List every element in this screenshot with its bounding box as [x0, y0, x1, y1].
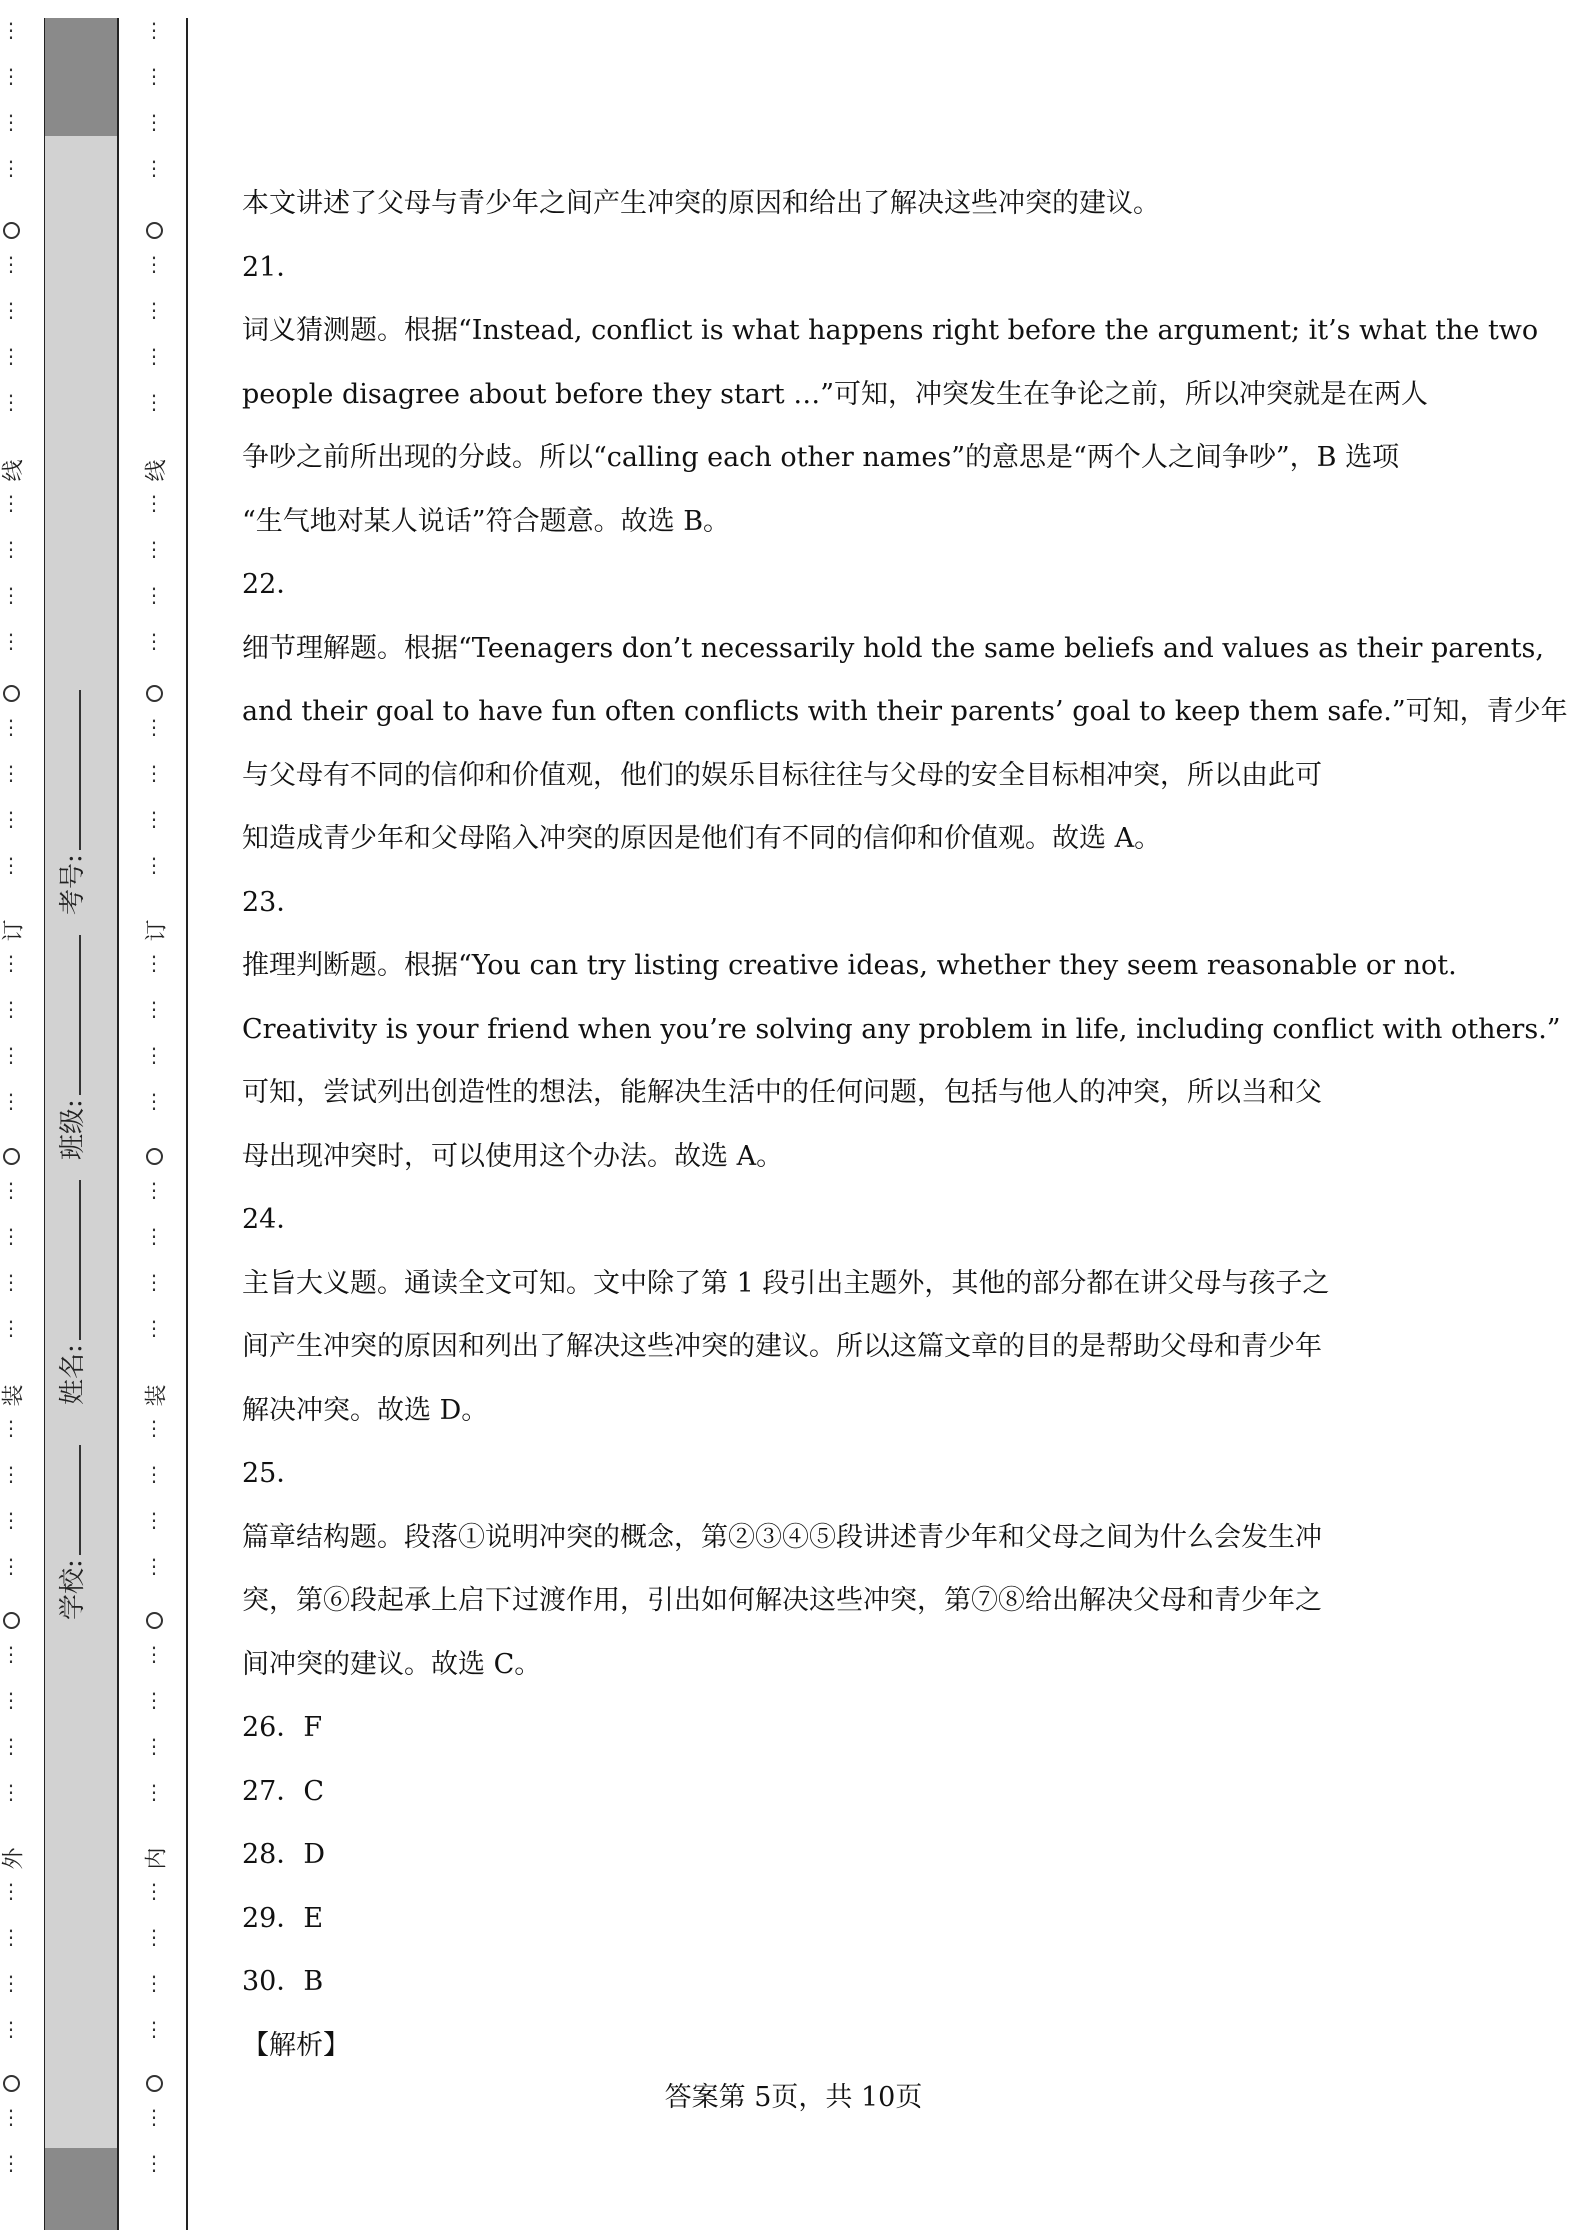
answer-content: [242, 172, 1568, 2077]
binding-dots: ⋮: [1, 807, 21, 831]
binding-dots: ⋮: [1, 1780, 21, 1804]
question-number: 23．: [242, 886, 304, 918]
binding-char-outer: 装: [1, 1384, 27, 1407]
binding-dots: ⋮: [144, 1971, 164, 1995]
binding-circle: [3, 685, 20, 702]
binding-dots: ⋮: [144, 18, 164, 42]
binding-dots: ⋮: [1, 1642, 21, 1666]
binding-dots: ⋮: [1, 951, 21, 975]
binding-dots: ⋮: [1, 18, 21, 42]
text-line: 本文讲述了父母与青少年之间产生冲突的原因和给出了解决这些冲突的建议。: [242, 188, 1160, 219]
binding-dots: ⋮: [144, 110, 164, 134]
text-line: 间产生冲突的原因和列出了解决这些冲突的建议。所以这篇文章的目的是帮助父母和青少年: [242, 1331, 1322, 1362]
binding-dots: ⋮: [144, 2017, 164, 2041]
text-line: 词义猜测题。根据“Instead, conflict is what happens right before the argument; it’s what the two: [242, 315, 1539, 346]
binding-dots: ⋮: [1, 110, 21, 134]
binding-dots: ⋮: [144, 1508, 164, 1532]
text-line: 突，第⑥段起承上启下过渡作用，引出如何解决这些冲突，第⑦⑧给出解决父母和青少年之: [242, 1585, 1322, 1616]
analysis-heading: 【解析】: [242, 2029, 350, 2061]
binding-dots: ⋮: [144, 761, 164, 785]
binding-circle: [3, 1612, 20, 1629]
binding-dots: ⋮: [144, 1925, 164, 1949]
binding-circle: [3, 222, 20, 239]
binding-dots: ⋮: [1, 298, 21, 322]
question-number: 24．: [242, 1204, 304, 1235]
binding-dots: ⋮: [144, 715, 164, 739]
answer-item: 28．D: [242, 1839, 326, 1870]
text-line: 争吵之前所出现的分歧。所以“calling each other names”的意思是“两个人之间争吵”，B 选项: [242, 442, 1400, 473]
answer-item: 30．B: [242, 1966, 324, 1997]
text-line: 知造成青少年和父母陷入冲突的原因是他们有不同的信仰和价值观。故选 A。: [242, 823, 1162, 854]
class-label: 班级:: [58, 1099, 88, 1160]
binding-circle: [146, 222, 163, 239]
text-line: 可知，尝试列出创造性的想法，能解决生活中的任何问题，包括与他人的冲突，所以当和父: [242, 1077, 1322, 1108]
binding-dots: ⋮: [1, 1089, 21, 1113]
name-label: 姓名:: [58, 1344, 88, 1405]
binding-dots: ⋮: [1, 1178, 21, 1202]
binding-dots: ⋮: [144, 2105, 164, 2129]
binding-dots: ⋮: [144, 1224, 164, 1248]
binding-dots: ⋮: [1, 715, 21, 739]
binding-dots: ⋮: [144, 1554, 164, 1578]
binding-dots: ⋮: [144, 390, 164, 414]
binding-dots: ⋮: [144, 1780, 164, 1804]
binding-dots: ⋮: [1, 491, 21, 515]
question-number: 22．: [242, 569, 304, 600]
binding-circle: [146, 1148, 163, 1165]
text-line: people disagree about before they start …”可知，冲突发生在争论之前，所以冲突就是在两人: [242, 378, 1429, 410]
binding-dots: ⋮: [144, 1316, 164, 1340]
text-line: 与父母有不同的信仰和价值观，他们的娱乐目标往往与父母的安全目标相冲突，所以由此可: [242, 759, 1322, 791]
binding-dots: ⋮: [144, 1178, 164, 1202]
binding-dots: ⋮: [144, 537, 164, 561]
answer-item: 27．C: [242, 1775, 325, 1807]
text-line: 间冲突的建议。故选 C。: [242, 1648, 542, 1680]
binding-dots: ⋮: [144, 1043, 164, 1067]
answer-item: 26．F: [242, 1712, 323, 1743]
question-number: 25．: [242, 1458, 304, 1489]
binding-dots: ⋮: [144, 1879, 164, 1903]
binding-char-outer: 外: [1, 1847, 27, 1870]
answer-item: 29．E: [242, 1902, 324, 1934]
margin-gray-bottom: [45, 2148, 117, 2230]
binding-dots: ⋮: [1, 344, 21, 368]
margin-rule-mid: [117, 18, 119, 2230]
text-line: “生气地对某人说话”符合题意。故选 B。: [242, 505, 731, 537]
binding-dots: ⋮: [1, 1688, 21, 1712]
school-label: 学校:: [58, 1559, 88, 1620]
text-line: 推理判断题。根据“You can try listing creative ideas, whether they seem reasonable or not.: [242, 950, 1457, 981]
binding-dots: ⋮: [144, 1688, 164, 1712]
binding-dots: ⋮: [1, 252, 21, 276]
binding-dots: ⋮: [144, 2151, 164, 2175]
binding-dots: ⋮: [144, 156, 164, 180]
binding-dots: ⋮: [144, 252, 164, 276]
binding-dots: ⋮: [144, 1462, 164, 1486]
binding-char-inner: 线: [144, 459, 170, 482]
binding-dots: ⋮: [1, 1043, 21, 1067]
margin-rule-right: [186, 18, 188, 2230]
binding-dots: ⋮: [144, 629, 164, 653]
binding-dots: ⋮: [144, 1089, 164, 1113]
binding-dots: ⋮: [1, 156, 21, 180]
binding-dots: ⋮: [1, 583, 21, 607]
text-line: 篇章结构题。段落①说明冲突的概念，第②③④⑤段讲述青少年和父母之间为什么会发生冲: [242, 1521, 1322, 1553]
binding-dots: ⋮: [1, 629, 21, 653]
binding-char-outer: 订: [1, 919, 27, 942]
binding-circle: [146, 685, 163, 702]
binding-dots: ⋮: [1, 2017, 21, 2041]
binding-dots: ⋮: [144, 64, 164, 88]
binding-dots: ⋮: [1, 853, 21, 877]
binding-dots: ⋮: [144, 853, 164, 877]
binding-circle: [3, 1148, 20, 1165]
binding-dots: ⋮: [144, 951, 164, 975]
binding-dots: ⋮: [1, 1316, 21, 1340]
binding-dots: ⋮: [144, 298, 164, 322]
binding-dots: ⋮: [1, 1734, 21, 1758]
binding-dots: ⋮: [144, 1416, 164, 1440]
binding-dots: ⋮: [1, 2105, 21, 2129]
binding-dots: ⋮: [1, 997, 21, 1021]
binding-dots: ⋮: [144, 344, 164, 368]
binding-char-inner: 内: [144, 1847, 170, 1870]
text-line: Creativity is your friend when you’re solving any problem in life, including conflict with others.”: [242, 1013, 1561, 1045]
text-line: 细节理解题。根据“Teenagers don’t necessarily hold the same beliefs and values as their parents,: [242, 632, 1544, 664]
page-footer: 答案第 5页，共 10页: [664, 2082, 923, 2113]
binding-dots: ⋮: [1, 1508, 21, 1532]
binding-dots: ⋮: [1, 537, 21, 561]
binding-dots: ⋮: [144, 807, 164, 831]
question-number: 21．: [242, 251, 304, 283]
binding-dots: ⋮: [1, 1879, 21, 1903]
binding-dots: ⋮: [144, 997, 164, 1021]
binding-dots: ⋮: [144, 1642, 164, 1666]
binding-dots: ⋮: [1, 1971, 21, 1995]
text-line: 母出现冲突时，可以使用这个办法。故选 A。: [242, 1140, 784, 1172]
binding-dots: ⋮: [144, 491, 164, 515]
binding-dots: ⋮: [1, 1224, 21, 1248]
binding-char-inner: 装: [144, 1384, 170, 1407]
binding-dots: ⋮: [1, 64, 21, 88]
binding-dots: ⋮: [144, 1734, 164, 1758]
binding-dots: ⋮: [1, 390, 21, 414]
binding-dots: ⋮: [1, 1554, 21, 1578]
text-line: and their goal to have fun often conflicts with their parents’ goal to keep them safe.”可知，青少年: [242, 696, 1568, 727]
binding-dots: ⋮: [1, 1416, 21, 1440]
binding-dots: ⋮: [144, 583, 164, 607]
binding-dots: ⋮: [144, 1270, 164, 1294]
binding-dots: ⋮: [1, 2151, 21, 2175]
margin-gray-top: [45, 18, 117, 136]
binding-dots: ⋮: [1, 1925, 21, 1949]
text-line: 解决冲突。故选 D。: [242, 1394, 489, 1426]
binding-dots: ⋮: [1, 1462, 21, 1486]
binding-dots: ⋮: [1, 761, 21, 785]
binding-char-inner: 订: [144, 919, 170, 942]
binding-dots: ⋮: [1, 1270, 21, 1294]
binding-circle: [146, 1612, 163, 1629]
binding-char-outer: 线: [1, 459, 27, 482]
exam-number-label: 考号:: [58, 854, 88, 915]
text-line: 主旨大义题。通读全文可知。文中除了第 1 段引出主题外，其他的部分都在讲父母与孩子之: [242, 1267, 1330, 1299]
